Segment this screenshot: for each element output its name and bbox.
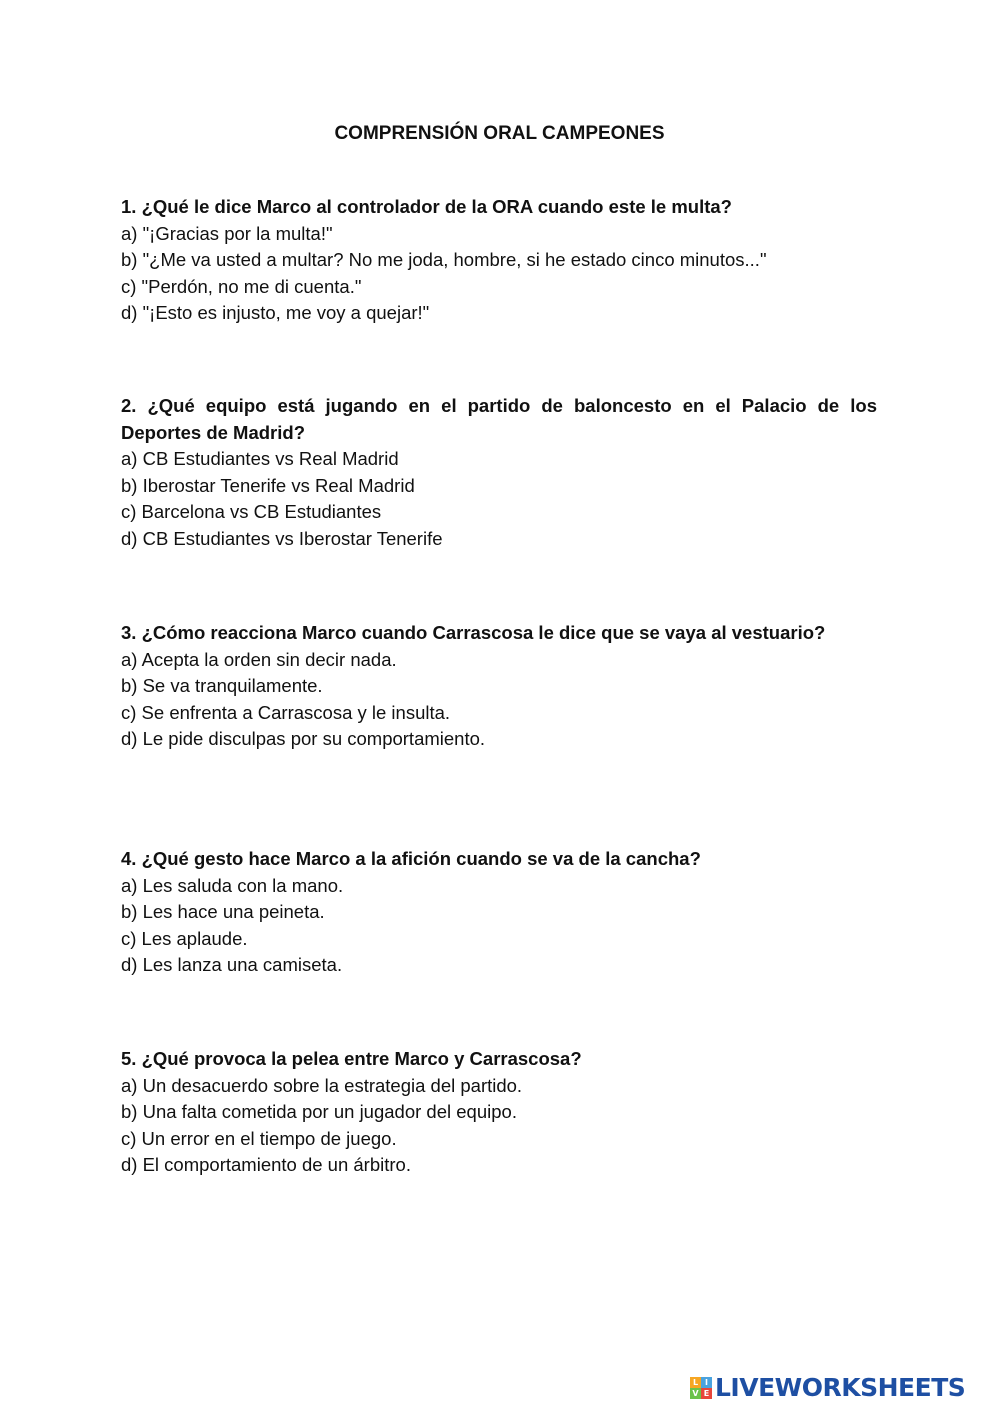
option-2c[interactable]: c) Barcelona vs CB Estudiantes <box>121 501 382 523</box>
question-3 <box>121 620 877 753</box>
question-1-options <box>121 221 877 327</box>
question-2-text: 2. ¿Qué equipo está jugando en el partido de baloncesto en el Palacio de los Deportes de Madrid? <box>121 395 877 443</box>
option-4b[interactable]: b) Les hace una peineta. <box>121 901 325 923</box>
liveworksheets-brand[interactable] <box>690 1373 965 1403</box>
option-1b[interactable]: b) "¿Me va usted a multar? No me joda, hombre, si he estado cinco minutos..." <box>121 249 767 271</box>
question-3-text: 3. ¿Cómo reacciona Marco cuando Carrascosa le dice que se vaya al vestuario? <box>121 622 826 643</box>
option-3b[interactable]: b) Se va tranquilamente. <box>121 675 323 697</box>
option-3a[interactable]: a) Acepta la orden sin decir nada. <box>121 648 397 670</box>
logo-letter-i: I <box>701 1377 712 1388</box>
liveworksheets-logo-icon <box>690 1377 712 1399</box>
option-3d[interactable]: d) Le pide disculpas por su comportamiento. <box>121 728 486 750</box>
logo-letter-l: L <box>690 1377 701 1388</box>
logo-letter-v: V <box>690 1388 701 1399</box>
option-4a[interactable]: a) Les saluda con la mano. <box>121 874 344 896</box>
option-5c[interactable]: c) Un error en el tiempo de juego. <box>121 1127 397 1149</box>
option-2a[interactable]: a) CB Estudiantes vs Real Madrid <box>121 448 399 470</box>
option-3c[interactable]: c) Se enfrenta a Carrascosa y le insulta. <box>121 701 451 723</box>
page-title: COMPRENSIÓN ORAL CAMPEONES <box>334 123 665 144</box>
option-4d[interactable]: d) Les lanza una camiseta. <box>121 954 343 976</box>
option-2b[interactable]: b) Iberostar Tenerife vs Real Madrid <box>121 474 415 496</box>
option-5d[interactable]: d) El comportamiento de un árbitro. <box>121 1154 411 1176</box>
option-1d[interactable]: d) "¡Esto es injusto, me voy a quejar!" <box>121 302 430 324</box>
option-1c[interactable]: c) "Perdón, no me di cuenta." <box>121 275 362 297</box>
option-5a[interactable]: a) Un desacuerdo sobre la estrategia del partido. <box>121 1074 523 1096</box>
option-5b[interactable]: b) Una falta cometida por un jugador del equipo. <box>121 1101 517 1123</box>
question-1 <box>121 194 877 327</box>
question-5-text: 5. ¿Qué provoca la pelea entre Marco y Carrascosa? <box>121 1048 582 1069</box>
option-4c[interactable]: c) Les aplaude. <box>121 927 248 949</box>
question-1-text: 1. ¿Qué le dice Marco al controlador de la ORA cuando este le multa? <box>121 196 732 217</box>
question-4-options <box>121 873 877 979</box>
question-2 <box>121 393 877 553</box>
question-5 <box>121 1046 877 1179</box>
brand-name: LIVEWORKSHEETS <box>715 1373 966 1402</box>
question-4-text: 4. ¿Qué gesto hace Marco a la afición cuando se va de la cancha? <box>121 848 701 869</box>
option-2d[interactable]: d) CB Estudiantes vs Iberostar Tenerife <box>121 527 443 549</box>
logo-letter-e: E <box>701 1388 712 1399</box>
option-1a[interactable]: a) "¡Gracias por la multa!" <box>121 222 333 244</box>
question-5-options <box>121 1073 877 1179</box>
question-2-options <box>121 446 877 552</box>
question-3-options <box>121 647 877 753</box>
question-4 <box>121 846 877 979</box>
